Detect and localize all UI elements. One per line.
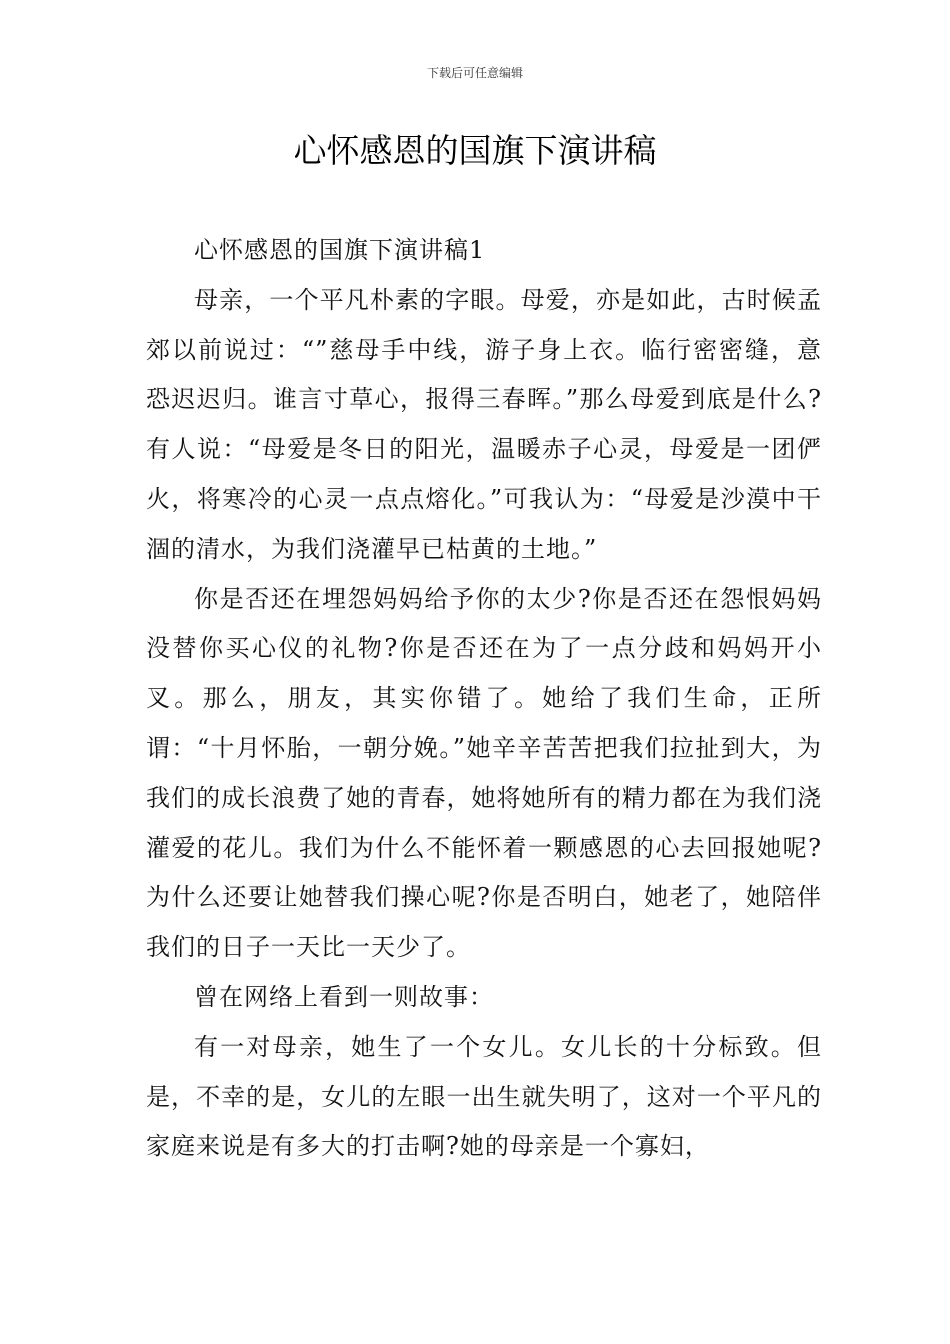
document-body — [146, 226, 822, 1172]
paragraph-3: 曾在网络上看到一则故事： — [194, 982, 494, 1011]
paragraph-4: 有一对母亲，她生了一个女儿。女儿长的十分标致。但是，不幸的是，女儿的左眼一出生就失明了，这对一个平凡的家庭来说是有多大的打击啊?她的母亲是一个寡妇， — [146, 1032, 822, 1161]
header-note: 下载后可任意编辑 — [426, 66, 523, 80]
paragraph-2: 你是否还在埋怨妈妈给予你的太少?你是否还在怨恨妈妈没替你买心仪的礼物?你是否还在为了一点分歧和妈妈开小叉。那么，朋友，其实你错了。她给了我们生命，正所谓：“十月怀胎，一朝分娩。”她辛辛苦苦把我们拉扯到大，为我们的成长浪费了她的青春，她将她所有的精力都在为我们浇灌爱的花儿。我们为什么不能怀着一颗感恩的心去回报她呢?为什么还要让她替我们操心呢?你是否明白，她老了，她陪伴我们的日子一天比一天少了。 — [146, 584, 822, 962]
paragraph-1: 母亲，一个平凡朴素的字眼。母爱，亦是如此，古时候孟郊以前说过：“”慈母手中线，游子身上衣。临行密密缝，意恐迟迟归。谁言寸草心，报得三春晖。”那么母爱到底是什么?有人说：“母爱是冬日的阳光，温暖赤子心灵，母爱是一团俨火，将寒冷的心灵一点点熔化。”可我认为：“母爱是沙漠中干涸的清水，为我们浇灌早已枯黄的土地。” — [146, 285, 822, 563]
document-title: 心怀感恩的国旗下演讲稿 — [293, 131, 657, 170]
paragraph-subtitle: 心怀感恩的国旗下演讲稿1 — [194, 236, 486, 264]
